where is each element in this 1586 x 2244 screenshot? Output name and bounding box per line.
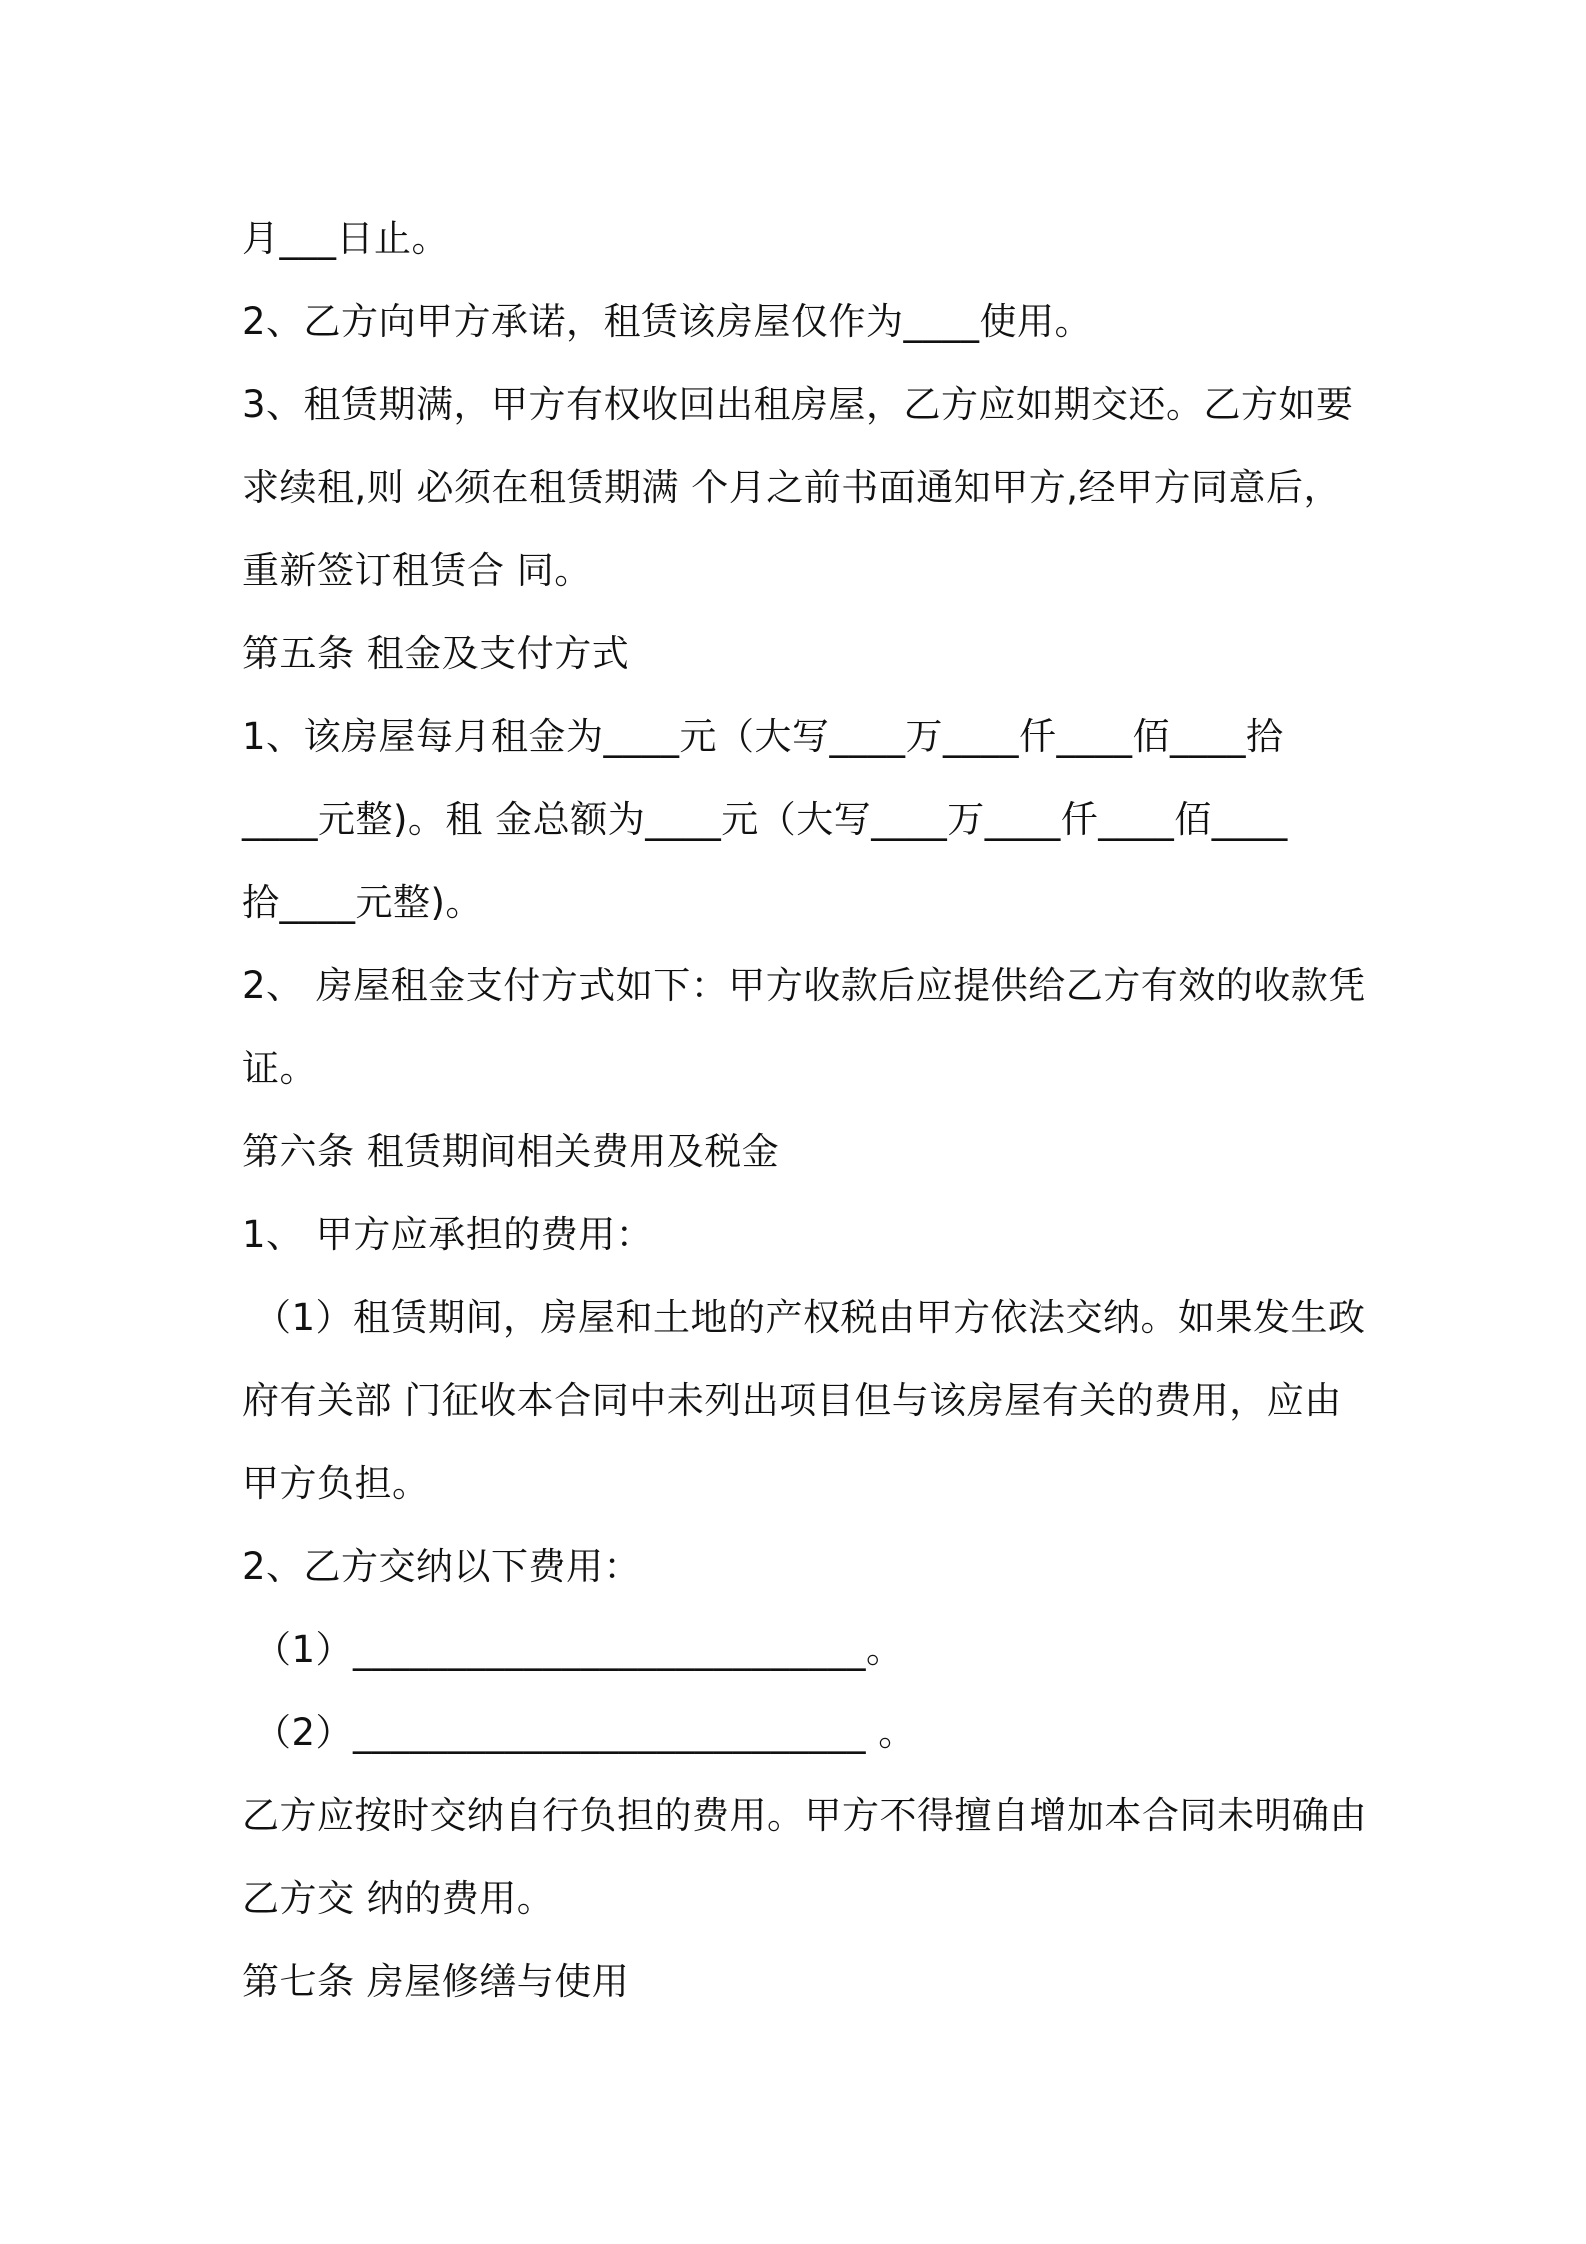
item-property-tax-cont: 府有关部 门征收本合同中未列出项目但与该房屋有关的费用，应由 <box>242 1379 1342 1422</box>
clause-lease-expiry-cont: 求续租,则 必须在租赁期满 个月之前书面通知甲方,经甲方同意后， <box>242 466 1342 509</box>
clause-payment-method-end: 证。 <box>242 1047 317 1090</box>
clause-party-a-fees: 1、 甲方应承担的费用： <box>242 1213 654 1256</box>
article-5-heading: 第五条 租金及支付方式 <box>242 632 630 675</box>
fee-item-1: （1）___________________________。 <box>254 1628 904 1671</box>
clause-timely-payment: 乙方应按时交纳自行负担的费用。甲方不得擅自增加本合同未明确由 <box>242 1794 1367 1837</box>
clause-party-b-fees: 2、乙方交纳以下费用： <box>242 1545 642 1588</box>
article-6-heading: 第六条 租赁期间相关费用及税金 <box>242 1130 780 1173</box>
clause-lease-expiry-end: 重新签订租赁合 同。 <box>242 549 592 592</box>
clause-monthly-rent: 1、该房屋每月租金为____元（大写____万____仟____佰____拾 <box>242 715 1284 758</box>
clause-lease-expiry: 3、租赁期满，甲方有权收回出租房屋，乙方应如期交还。乙方如要 <box>242 383 1354 426</box>
line-term-end: 月___日止。 <box>242 217 449 260</box>
item-property-tax-end: 甲方负担。 <box>242 1462 430 1505</box>
clause-payment-method: 2、 房屋租金支付方式如下：甲方收款后应提供给乙方有效的收款凭 <box>242 964 1366 1007</box>
item-property-tax: （1）租赁期间，房屋和土地的产权税由甲方依法交纳。如果发生政 <box>254 1296 1366 1339</box>
clause-monthly-rent-cont: ____元整)。租 金总额为____元（大写____万____仟____佰____ <box>242 798 1288 841</box>
contract-body <box>242 197 1367 2023</box>
article-7-heading: 第七条 房屋修缮与使用 <box>242 1960 630 2003</box>
fee-item-2: （2）___________________________ 。 <box>254 1711 916 1754</box>
clause-usage-promise: 2、乙方向甲方承诺，租赁该房屋仅作为____使用。 <box>242 300 1093 343</box>
clause-monthly-rent-end: 拾____元整)。 <box>242 881 483 924</box>
clause-timely-payment-end: 乙方交 纳的费用。 <box>242 1877 555 1920</box>
